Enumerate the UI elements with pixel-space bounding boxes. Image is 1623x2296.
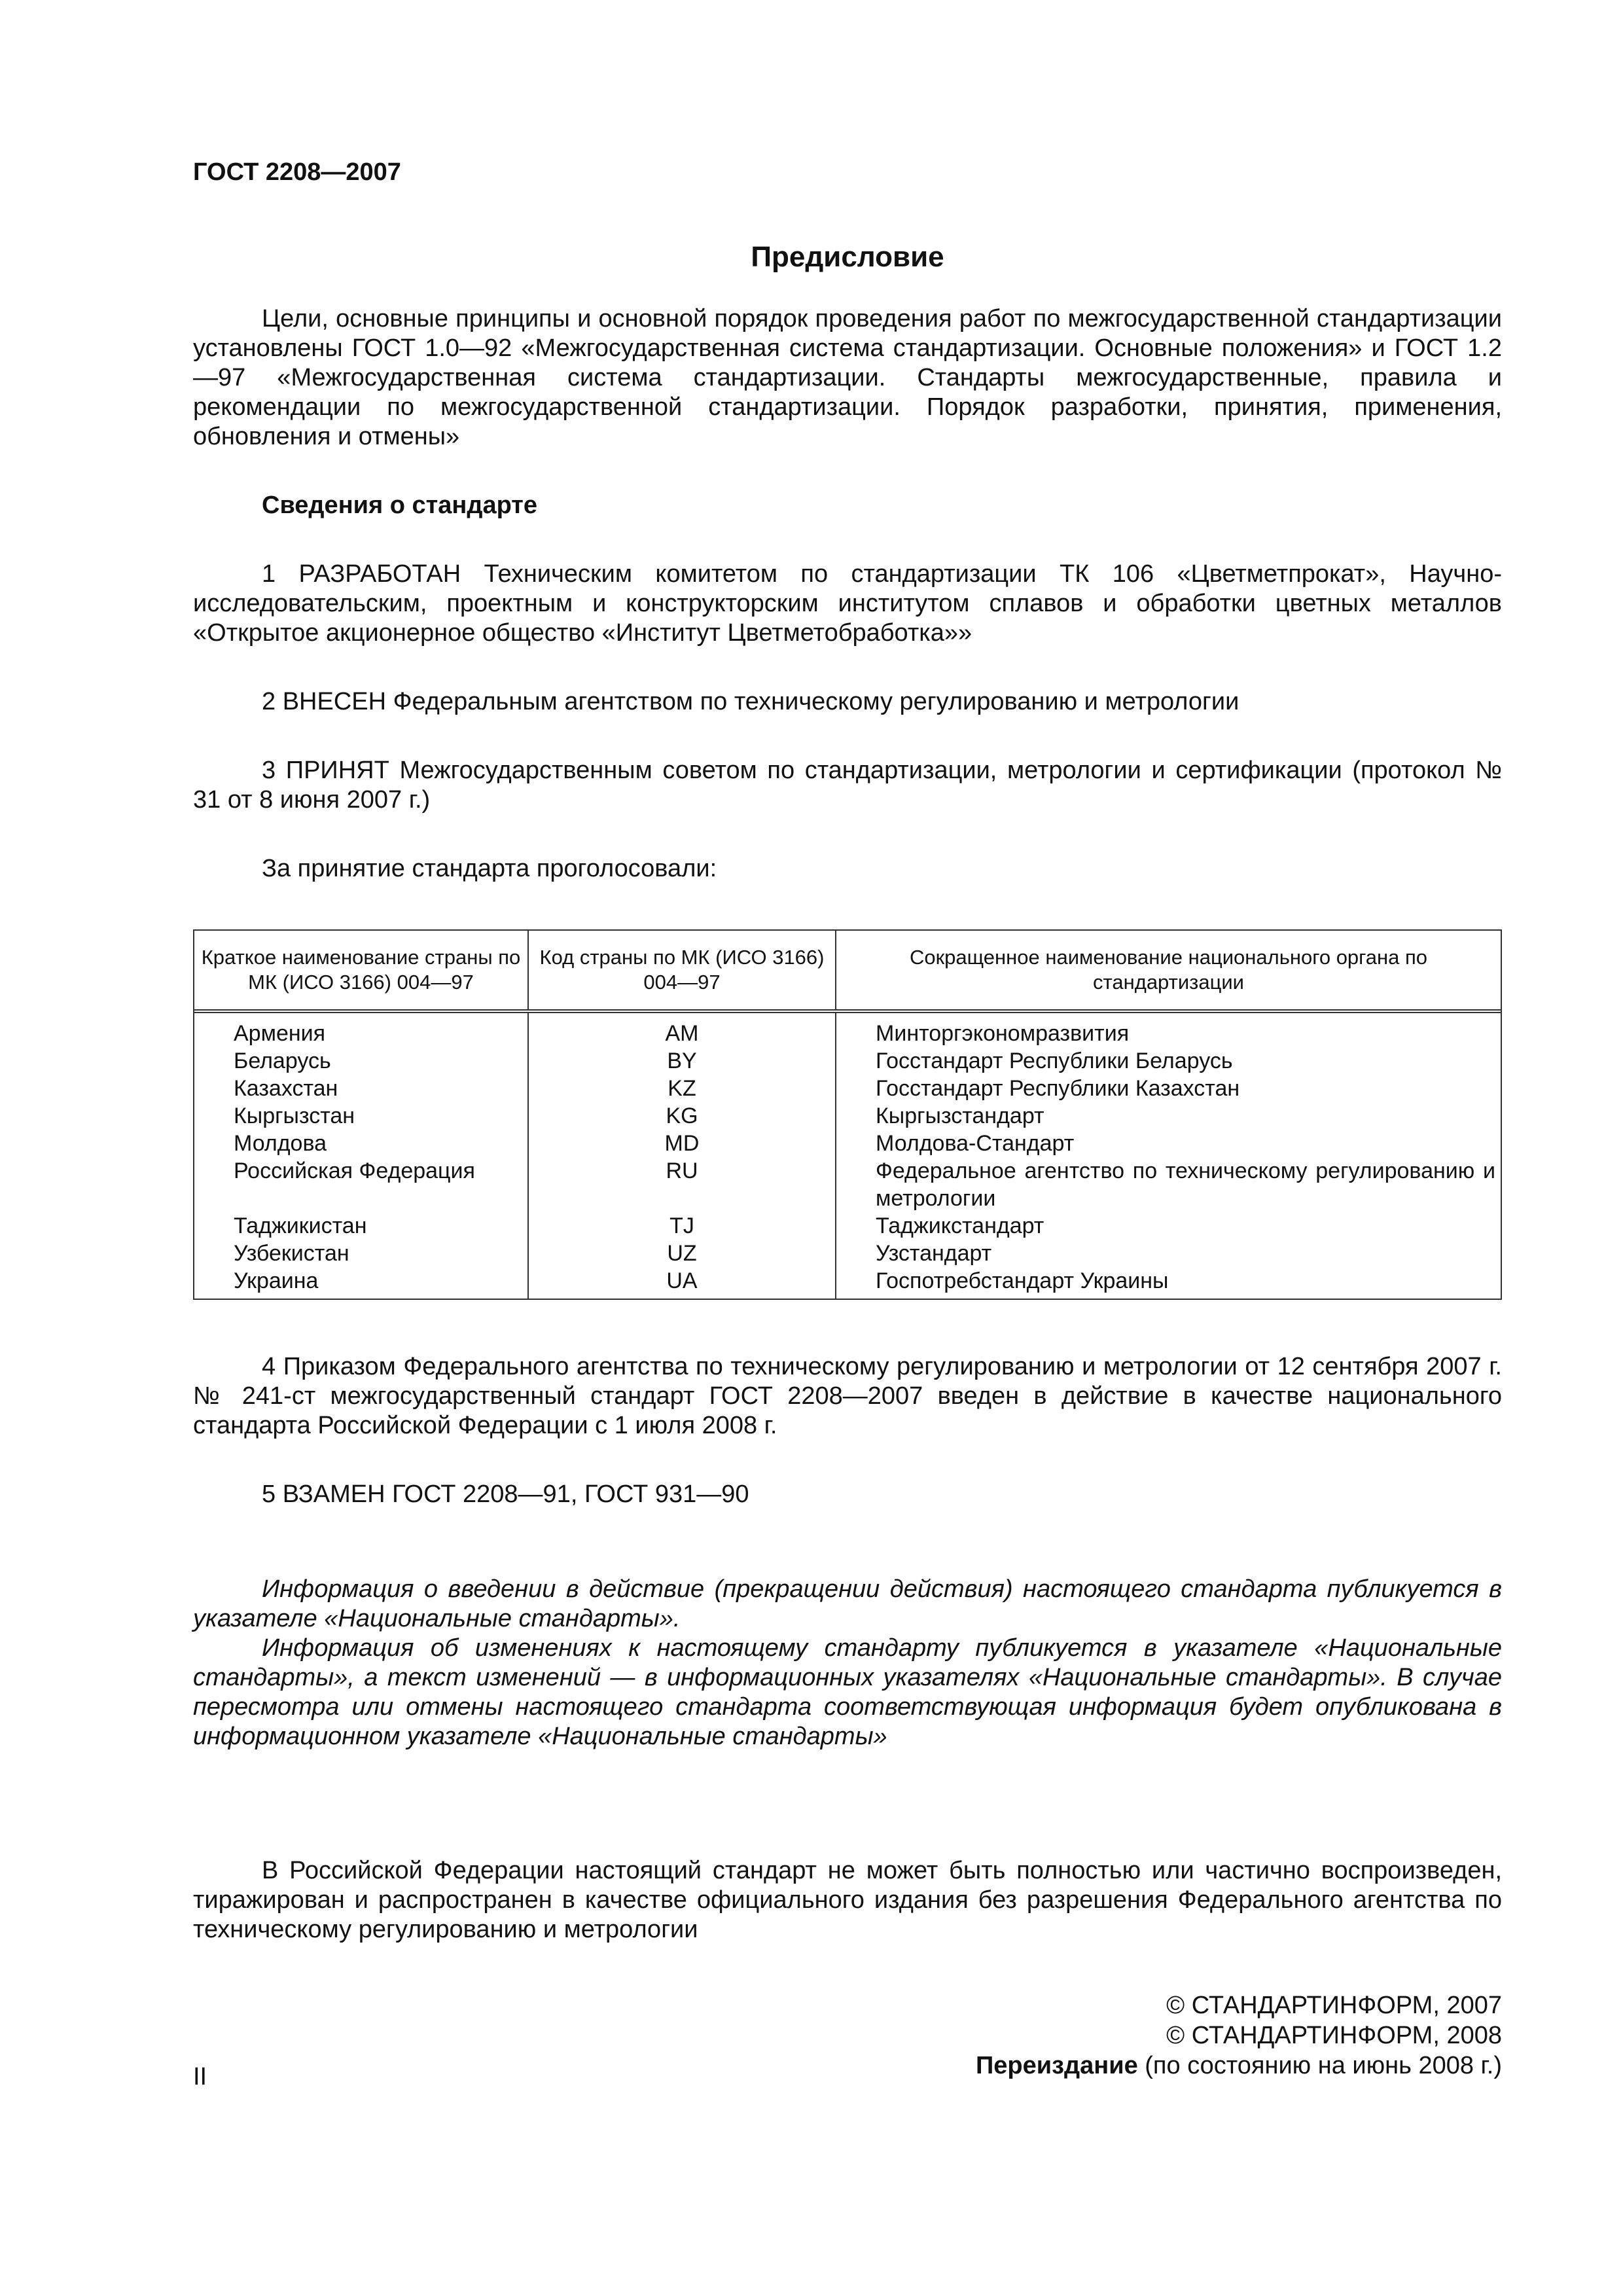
table-row [194,1075,1501,1102]
header-country-code: Код страны по МК (ИСО 3166) 004—97 [528,931,836,1011]
national-body-cell: Госстандарт Республики Казахстан [876,1076,1240,1101]
reproduction-notice: В Российской Федерации настоящий стандарт не может быть полностью или частично воспроизведен, тиражирован и распространен в качестве официального издания без разрешения Федерального агентства по техническому регулированию и метрологии [193,1857,1502,1943]
reissue-label: Переиздание [975,2052,1138,2079]
page-number: II [193,2063,207,2090]
country-code-cell: BY [528,1047,836,1075]
national-body-cell: Узстандарт [876,1241,992,1266]
table-row [194,1157,1501,1212]
table-row [194,1212,1501,1240]
table-row [194,1011,1501,1047]
info-item-introduced: 2 ВНЕСЕН Федеральным агентством по техническому регулированию и метрологии [262,688,1240,715]
copyright-block [193,1990,1502,2081]
country-code-cell: KG [528,1102,836,1130]
national-body-cell: Госпотребстандарт Украины [876,1268,1169,1293]
table-row [194,1267,1501,1299]
reissue-line [193,2051,1502,2081]
publication-info-notice: Информация о введении в действие (прекращении действия) настоящего стандарта публикуется в указателе «Национальные стандарты». [193,1575,1502,1632]
changes-info-notice: Информация об изменениях к настоящему стандарту публикуется в указателе «Национальные стандарты», а текст изменений — в информационных указателях «Национальные стандарты». В случае пересмотра или отмены настоящего стандарта соответствующая информация будет опубликована в информационном указателе «Национальные стандарты» [193,1634,1502,1750]
country-name-cell: Молдова [194,1130,528,1157]
country-name-cell: Беларусь [194,1047,528,1075]
info-item-developed: 1 РАЗРАБОТАН Техническим комитетом по стандартизации ТК 106 «Цветметпрокат», Научно-исследовательским, проектным и конструкторским институтом сплавов и обработки цветных металлов «Открытое акционерное общество «Институт Цветметобработка»» [193,560,1502,647]
document-code: ГОСТ 2208—2007 [193,158,401,186]
foreword-intro-paragraph: Цели, основные принципы и основной порядок проведения работ по межгосударственной стандартизации установлены ГОСТ 1.0—92 «Межгосударственная система стандартизации. Основные положения» и ГОСТ 1.2—97 «Межгосударственная система стандартизации. Стандарты межгосударственные, правила и рекомендации по межгосударственной стандартизации. Порядок разработки, принятия, применения, обновления и отмены» [193,305,1502,450]
table-row [194,1047,1501,1075]
table-row [194,1102,1501,1130]
voting-countries-table [193,929,1502,1300]
voted-intro: За принятие стандарта проголосовали: [262,855,717,882]
national-body-cell: Кыргызстандарт [876,1103,1044,1128]
national-body-cell: Госстандарт Республики Беларусь [876,1049,1233,1073]
country-name-cell: Украина [194,1267,528,1299]
header-country-name: Краткое наименование страны по МК (ИСО 3166) 004—97 [194,931,528,1011]
reissue-note: (по состоянию на июнь 2008 г.) [1145,2052,1502,2079]
country-code-cell: KZ [528,1075,836,1102]
table-row [194,1130,1501,1157]
country-code-cell: MD [528,1130,836,1157]
country-code-cell: TJ [528,1212,836,1240]
country-name-cell: Узбекистан [194,1240,528,1267]
document-page [193,157,1502,2081]
country-name-cell: Казахстан [194,1075,528,1102]
country-name-cell: Кыргызстан [194,1102,528,1130]
national-body-cell: Минторгэкономразвития [876,1021,1130,1046]
table-header-row [194,931,1501,1011]
country-name-cell: Российская Федерация [194,1157,528,1212]
national-body-cell: Таджикстандарт [876,1213,1044,1238]
copyright-line-2008: © СТАНДАРТИНФОРМ, 2008 [1166,2022,1502,2049]
country-code-cell: AM [528,1011,836,1047]
info-item-enacted: 4 Приказом Федерального агентства по техническому регулированию и метрологии от 12 сентября 2007 г. № 241-ст межгосударственный стандарт ГОСТ 2208—2007 введен в действие в качестве национального стандарта Российской Федерации с 1 июля 2008 г. [193,1353,1502,1439]
country-name-cell: Таджикистан [194,1212,528,1240]
info-item-adopted: 3 ПРИНЯТ Межгосударственным советом по стандартизации, метрологии и сертификации (протокол № 31 от 8 июня 2007 г.) [193,757,1502,814]
standard-info-heading: Сведения о стандарте [262,492,538,519]
country-name-cell: Армения [194,1011,528,1047]
header-national-body: Сокращенное наименование национального органа по стандартизации [909,946,1428,994]
copyright-line-2007: © СТАНДАРТИНФОРМ, 2007 [1166,1992,1502,2019]
table-row [194,1240,1501,1267]
national-body-cell: Молдова-Стандарт [876,1131,1075,1156]
country-code-cell: RU [528,1157,836,1212]
info-item-replaces: 5 ВЗАМЕН ГОСТ 2208—91, ГОСТ 931—90 [262,1480,749,1508]
national-body-cell: Федеральное агентство по техническому регулированию и метрологии [876,1158,1495,1211]
country-code-cell: UZ [528,1240,836,1267]
foreword-title: Предисловие [751,241,944,273]
country-code-cell: UA [528,1267,836,1299]
